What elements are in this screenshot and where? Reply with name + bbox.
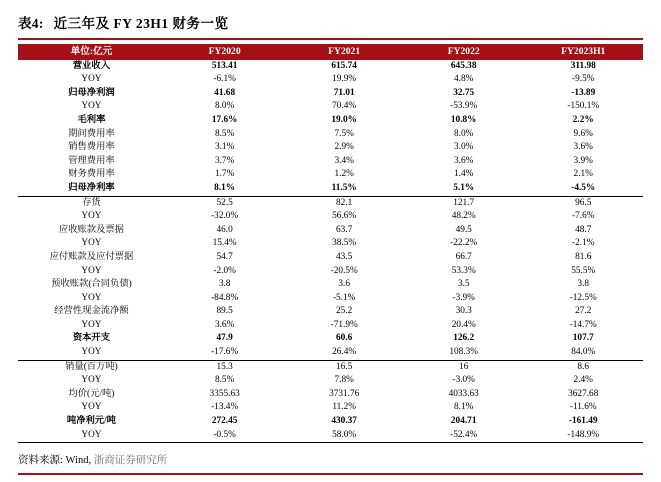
table-row (18, 87, 643, 101)
cell-value: -9.5% (572, 74, 595, 85)
row-label: 预收账款(合同负债) (51, 279, 132, 290)
cell-value: 20.4% (451, 319, 476, 330)
row-label: YOY (81, 74, 102, 85)
table-row (18, 388, 643, 402)
cell-value: -7.6% (572, 211, 595, 222)
table-row (18, 251, 643, 265)
cell-value: 3731.76 (329, 388, 360, 399)
table-row (18, 141, 643, 155)
cell-value: 1.4% (454, 169, 474, 180)
cell-value: 3.6 (338, 279, 350, 290)
cell-value: 108.3% (449, 347, 479, 358)
row-label: 毛利率 (77, 114, 106, 125)
column-header-fy2020: FY2020 (208, 45, 241, 57)
footer-divider (18, 473, 643, 474)
cell-value: 53.3% (451, 265, 476, 276)
row-label: YOY (81, 238, 102, 249)
table-row (18, 73, 643, 87)
cell-value: 48.2% (451, 211, 476, 222)
cell-value: 615.74 (331, 60, 357, 71)
cell-value: -150.1% (567, 101, 600, 112)
cell-value: -14.7% (569, 319, 597, 330)
cell-value: 8.6 (523, 360, 643, 374)
cell-value: 19.9% (332, 74, 357, 85)
cell-value: -32.0% (211, 211, 239, 222)
table-row (18, 360, 643, 374)
cell-value: 16 (404, 360, 524, 374)
row-label: YOY (81, 292, 102, 303)
cell-value: 8.0% (214, 101, 235, 112)
row-label: 归母净利率 (68, 182, 115, 193)
column-header-unit: 单位:亿元 (70, 45, 113, 57)
cell-value: 70.4% (332, 101, 357, 112)
source-prefix: 资料来源: (18, 455, 63, 467)
cell-value: 26.4% (332, 347, 357, 358)
cell-value: 1.2% (334, 169, 354, 180)
cell-value: -4.5% (571, 182, 596, 193)
row-label: YOY (81, 101, 102, 112)
table-body (18, 60, 643, 443)
table-row (18, 429, 643, 443)
table-row (18, 265, 643, 279)
table-row (18, 114, 643, 128)
cell-value: 5.1% (453, 182, 475, 193)
row-label: 管理费用率 (68, 155, 115, 166)
table-row (18, 128, 643, 142)
cell-value: 15.3 (165, 360, 285, 374)
column-header-fy2021: FY2021 (328, 45, 361, 57)
cell-value: 47.9 (216, 333, 233, 344)
cell-value: 82.1 (284, 196, 404, 210)
table-row (18, 415, 643, 429)
column-header-fy2023h1: FY2023H1 (561, 45, 606, 57)
cell-value: -12.5% (569, 292, 597, 303)
cell-value: 56.6% (332, 211, 357, 222)
cell-value: 89.5 (216, 306, 233, 317)
caption-label: 表4: (18, 16, 44, 31)
cell-value: 2.2% (572, 114, 594, 125)
cell-value: 3.8 (577, 279, 590, 290)
cell-value: 16.5 (284, 360, 404, 374)
row-label: YOY (81, 319, 102, 330)
cell-value: 11.2% (332, 402, 356, 413)
cell-value: 60.6 (336, 333, 353, 344)
cell-value: 3.6% (214, 319, 235, 330)
row-label: 存货 (18, 196, 165, 210)
cell-value: 4.8% (454, 74, 474, 85)
cell-value: 58.0% (332, 429, 357, 440)
cell-value: -71.9% (330, 319, 358, 330)
cell-value: -53.9% (450, 101, 478, 112)
cell-value: 10.8% (450, 114, 477, 125)
cell-value: 204.71 (450, 416, 477, 427)
row-label: YOY (81, 429, 102, 440)
cell-value: 3.6% (573, 142, 593, 153)
cell-value: 3.8 (218, 279, 231, 290)
cell-value: 38.5% (332, 238, 357, 249)
cell-value: -3.0% (452, 375, 475, 386)
cell-value: 121.7 (404, 196, 524, 210)
cell-value: 48.7 (575, 224, 592, 235)
cell-value: -148.9% (567, 429, 600, 440)
cell-value: -3.9% (452, 292, 475, 303)
cell-value: 49.5 (455, 224, 472, 235)
cell-value: -13.89 (571, 87, 596, 98)
row-label: 销售费用率 (68, 142, 115, 153)
cell-value: 430.37 (331, 416, 357, 427)
table-row (18, 60, 643, 74)
cell-value: -5.1% (332, 292, 356, 303)
table-row (18, 292, 643, 306)
table-row (18, 155, 643, 169)
cell-value: 2.9% (334, 142, 354, 153)
cell-value: 3.0% (454, 142, 474, 153)
row-label: 营业收入 (72, 60, 111, 71)
table-row (18, 332, 643, 346)
cell-value: 107.7 (572, 333, 594, 344)
cell-value: 513.41 (211, 60, 238, 71)
cell-value: -0.5% (213, 429, 236, 440)
cell-value: 8.0% (454, 128, 474, 139)
table-row (18, 278, 643, 292)
column-header-fy2022: FY2022 (447, 45, 480, 57)
table-row (18, 196, 643, 210)
source-value: Wind, (65, 455, 92, 467)
row-label: 吨净利元/吨 (66, 416, 116, 427)
cell-value: 8.5% (214, 375, 235, 386)
cell-value: 3.9% (573, 155, 593, 166)
table-row (18, 237, 643, 251)
cell-value: -22.2% (450, 238, 478, 249)
source-note (18, 443, 643, 467)
cell-value: 15.4% (212, 238, 237, 249)
cell-value: -2.0% (213, 265, 236, 276)
table-row (18, 168, 643, 182)
cell-value: 3.5 (457, 279, 470, 290)
row-label: 期间费用率 (68, 128, 115, 139)
row-label: 归母净利润 (68, 87, 115, 98)
cell-value: -84.8% (211, 292, 239, 303)
cell-value: 11.5% (331, 182, 357, 193)
cell-value: 30.3 (455, 306, 472, 317)
cell-value: 8.1% (214, 182, 236, 193)
cell-value: 46.0 (216, 224, 233, 235)
cell-value: 7.5% (334, 128, 354, 139)
cell-value: -161.49 (568, 416, 598, 427)
caption-divider (18, 38, 643, 40)
table-row (18, 319, 643, 333)
cell-value: 43.5 (336, 251, 353, 262)
cell-value: 3.6% (454, 155, 474, 166)
row-label: YOY (81, 375, 102, 386)
cell-value: 4033.63 (448, 388, 479, 399)
table-caption (18, 0, 643, 38)
cell-value: 8.1% (454, 402, 474, 413)
cell-value: 2.1% (573, 169, 593, 180)
cell-value: 52.5 (165, 196, 285, 210)
cell-value: 311.98 (570, 60, 596, 71)
cell-value: -20.5% (330, 265, 358, 276)
cell-value: 9.6% (573, 128, 593, 139)
cell-value: 41.68 (214, 87, 236, 98)
table-header (18, 44, 643, 60)
cell-value: 3.7% (214, 155, 235, 166)
table-row (18, 305, 643, 319)
cell-value: 3.1% (214, 142, 235, 153)
row-label: 应付账款及应付票据 (49, 251, 134, 262)
row-label: 资本开支 (72, 333, 111, 344)
cell-value: 81.6 (575, 251, 592, 262)
table-row (18, 401, 643, 415)
cell-value: -6.1% (213, 74, 236, 85)
cell-value: 96.5 (523, 196, 643, 210)
cell-value: 8.5% (214, 128, 235, 139)
table-row (18, 346, 643, 360)
cell-value: 126.2 (453, 333, 475, 344)
cell-value: -11.6% (569, 402, 597, 413)
cell-value: 272.45 (211, 416, 238, 427)
row-label: 均价(元/吨) (68, 388, 115, 399)
row-label: YOY (81, 347, 102, 358)
cell-value: 1.7% (214, 169, 235, 180)
cell-value: -13.4% (211, 402, 239, 413)
row-label: 财务费用率 (68, 169, 115, 180)
table-header-row (18, 44, 643, 60)
cell-value: 645.38 (450, 60, 477, 71)
caption-title: 近三年及 FY 23H1 财务一览 (53, 16, 229, 31)
cell-value: 71.01 (333, 87, 355, 98)
table-row (18, 374, 643, 388)
row-label: YOY (81, 265, 102, 276)
cell-value: 54.7 (216, 251, 233, 262)
cell-value: 84.0% (571, 347, 596, 358)
cell-value: 19.0% (331, 114, 357, 125)
row-label: 销量(百万吨) (18, 360, 165, 374)
row-label: 经营性现金流净额 (54, 306, 129, 317)
table-row (18, 224, 643, 238)
cell-value: 32.75 (453, 87, 475, 98)
row-label: 应收账款及票据 (58, 224, 124, 235)
table-row (18, 210, 643, 224)
cell-value: -2.1% (572, 238, 595, 249)
source-firm: 浙商证券研究所 (93, 455, 168, 467)
cell-value: 3355.63 (209, 388, 240, 399)
table-row (18, 100, 643, 114)
cell-value: 63.7 (336, 224, 353, 235)
cell-value: 25.2 (336, 306, 353, 317)
cell-value: 2.4% (573, 375, 593, 386)
cell-value: -17.6% (211, 347, 239, 358)
cell-value: 3627.68 (568, 388, 599, 399)
financial-summary-table (18, 44, 643, 443)
cell-value: 7.8% (334, 375, 354, 386)
cell-value: 3.4% (334, 155, 354, 166)
row-label: YOY (81, 211, 102, 222)
table-row (18, 182, 643, 196)
cell-value: 55.5% (571, 265, 596, 276)
cell-value: 27.2 (575, 306, 592, 317)
cell-value: 17.6% (211, 114, 238, 125)
cell-value: 66.7 (455, 251, 472, 262)
cell-value: -52.4% (450, 429, 478, 440)
row-label: YOY (81, 402, 102, 413)
